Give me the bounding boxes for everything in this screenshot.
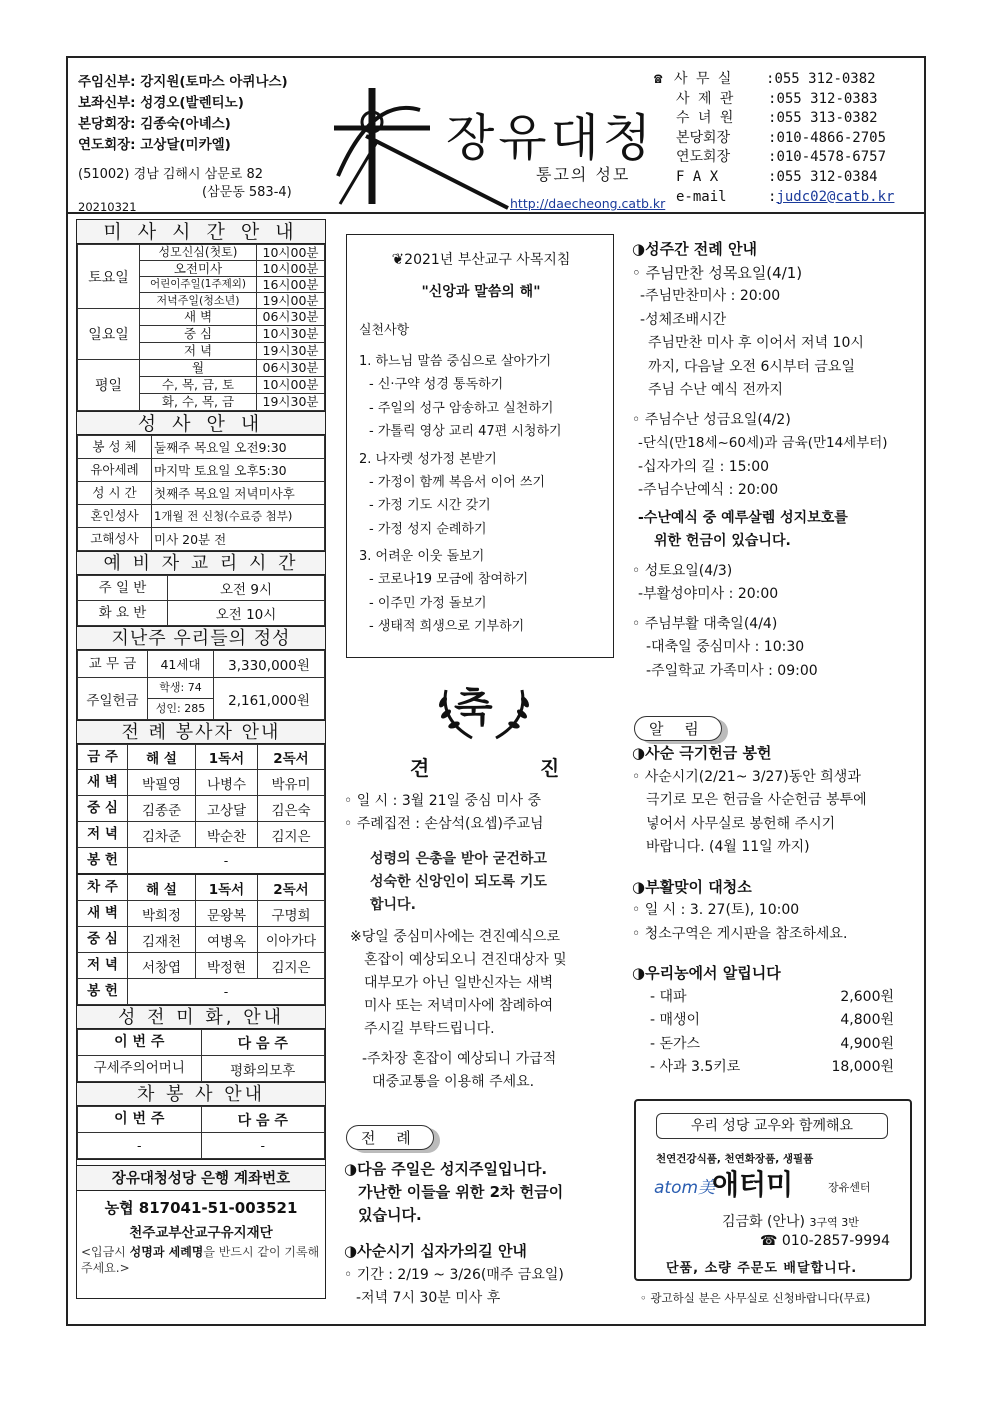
table-row: 저 녁 19시30분: [78, 343, 325, 360]
stations-title: ◑사순시기 십자가의길 안내: [344, 1242, 527, 1260]
mission-item: 3. 어려운 이웃 돌보기: [359, 549, 485, 564]
ad-products: 천연건강식품, 천연화장품, 생필품: [656, 1153, 814, 1165]
diocese-icon: ❦: [391, 250, 405, 268]
staff-list: [78, 72, 288, 156]
parking-notice: -주차장 혼잡이 예상되니 가급적 대중교통을 이용해 주세요.: [362, 1051, 557, 1090]
holyweek-section: ◑성주간 전례 안내 ◦ 주님만찬 성목요일(4/1) -주님만찬미사 : 20:00 -성체조배시간 주님만찬 미사 후 이어서 저녁 10시 까지, 다음날 오전 6시부터 금요일 주님 수난 예식 전까지 ◦ 주님수난 성금요일(4/2) -단식(만18세~60세)과 금육(만14세부터) -십자가의 길 : 15:00 -주님수난예식 : 20:00 -수난예식 중 예루살렘 성지보호를 위한 헌금이 있습니다. ◦ 성토요일(4/3) -부활성야미사 : 20:00 ◦ 주님부활 대축일(4/4) -대축일 중심미사 : 10:30 -주일학교 가족미사 : 09:00: [632, 240, 888, 679]
bank-account: 농협 817041-51-003521: [104, 1199, 298, 1217]
table-row: 봉 성 체 둘째주 목요일 오전9:30: [78, 436, 325, 459]
bank-holder: 천주교부산교구유지재단: [129, 1225, 273, 1241]
confirmation-blessing: 성령의 은총을 받아 굳건하고 성숙한 신앙인이 되도록 기도 합니다.: [370, 851, 547, 913]
list-item: - 대파 2,600원: [650, 988, 894, 1005]
table-row: 교 무 금 41세대 3,330,000원: [78, 651, 325, 678]
bulletin-page: [66, 56, 926, 1326]
ad-brand: 애터미: [712, 1168, 794, 1201]
bulletin-subtitle: 통고의 성모: [536, 165, 631, 184]
ad-banner: 우리 성당 교우와 함께해요: [656, 1113, 888, 1139]
contact-memorial-head: 연도회장 : 010-4578-6757: [676, 149, 887, 166]
contact-fax: F A X : 055 312-0384: [676, 168, 878, 185]
table-row: 새 벽 박필영 나병수 박유미: [78, 770, 325, 796]
table-row: 중 심 김재천 여병옥 이아가다: [78, 927, 325, 953]
advertisement-box: [634, 1099, 912, 1281]
confirmation-title-a: 견: [410, 756, 430, 780]
holyweek-title: ◑성주간 전례 안내: [632, 240, 757, 258]
liturgy-tag: 전 례: [346, 1125, 434, 1150]
table-row: 토요일 성모신심(첫토) 10시00분: [78, 245, 325, 261]
table-row: 이 번 주 다 음 주: [78, 1030, 325, 1056]
offering-title: 지난주 우리들의 정성: [77, 626, 325, 650]
mission-item: 2. 나자렛 성가정 본받기: [359, 451, 497, 467]
contact-office: ☎ 사 무 실 : 055 312-0382: [676, 70, 894, 90]
table-row: 주 일 반 오전 9시: [78, 576, 325, 601]
sacraments-title: 성 사 안 내: [77, 411, 325, 435]
staff-memorial-head: 연도회장: 고상달(미카엘): [78, 137, 231, 153]
sanctuary-table: [77, 1029, 325, 1082]
contact-list: [654, 70, 895, 207]
confirmation-notice: ※당일 중심미사에는 견진예식으로 혼잡이 예상되오니 견진대상자 및 대부모가 아닌 일반신자는 새벽 미사 또는 저녁미사에 참례하여 주시길 부탁드립니다.: [350, 929, 567, 1037]
mission-section: 실천사항: [359, 323, 410, 338]
ad-footnote: ◦ 광고하실 분은 사무실로 신청바랍니다(무료): [640, 1291, 871, 1305]
offering-table: [77, 650, 325, 720]
table-row: 차 주 해 설 1독서 2독서: [78, 874, 325, 901]
sacraments-table: [77, 435, 325, 551]
email-link[interactable]: judc02@catb.kr: [776, 188, 895, 205]
contact-convent: 수 녀 원 : 055 313-0382: [676, 110, 878, 127]
driving-title: 차 봉 사 안내: [77, 1082, 325, 1106]
table-row: 새 벽 박희정 문왕복 구명희: [78, 901, 325, 927]
table-row: 화 요 반 오전 10시: [78, 601, 325, 626]
table-row: 고해성사 미사 20분 전: [78, 528, 325, 551]
ad-slogan: 단품, 소량 주문도 배달합니다.: [666, 1261, 858, 1276]
notices-tag: 알 림: [634, 716, 722, 741]
address: (51002) 경남 김해시 삼문로 82 (삼문동 583-4): [78, 167, 292, 200]
contact-rectory: 사 제 관 : 055 312-0383: [676, 90, 878, 107]
issue-date: 20210321: [78, 200, 137, 214]
table-row: 유아세례 마지막 토요일 오후5:30: [78, 459, 325, 482]
catechumen-title: 예 비 자 교 리 시 간: [77, 551, 325, 575]
table-row: 저 녁 서창엽 박정현 김지은: [78, 953, 325, 979]
table-row: 혼인성사 1개월 전 신청(수료증 첨부): [78, 505, 325, 528]
driving-table: [77, 1106, 325, 1159]
bulletin-title: 장유대청: [446, 109, 656, 167]
header-divider: [68, 212, 924, 214]
notices-section: ◑사순 극기헌금 봉헌 ◦ 사순시기(2/21~ 3/27)동안 희생과 극기로 모은 헌금을 사순헌금 봉투에 넣어서 사무실로 봉헌해 주시기 바랍니다. (4월 11일 까지) ◑부활맞이 대청소 ◦ 일 시 : 3. 27(토), 10:00 ◦ 청소구역은 게시판을 참조하세요. ◑우리농에서 알립니다 - 대파 2,600원 - 매생이 4,800원 - 돈가스 4,900원 - 사과 3.5키로 18,000원: [632, 742, 894, 1080]
mission-title: ❦2021년 부산교구 사목지침: [391, 250, 571, 268]
phone-icon: ☎: [760, 1233, 778, 1249]
list-item: - 사과 3.5키로 18,000원: [650, 1059, 894, 1075]
mass-times-table: [77, 244, 325, 411]
table-row: 이 번 주 다 음 주: [78, 1107, 325, 1133]
staff-pastor: 주임신부: 강지원(토마스 아퀴나스): [78, 74, 288, 90]
mass-times-title: 미 사 시 간 안 내: [77, 220, 325, 244]
table-row: 평일 월 06시30분: [78, 360, 325, 377]
confirmation-details: ◦ 일 시 : 3월 21일 중심 미사 중 ◦ 주례집전 : 손삼석(요셉)주교님: [344, 793, 544, 832]
contact-parish-head: 본당회장 : 010-4866-2705: [676, 129, 887, 146]
mission-item: 1. 하느님 말씀 중심으로 살아가기: [359, 354, 552, 369]
list-item: - 돈가스 4,900원: [650, 1035, 894, 1052]
servers-title: 전 례 봉사자 안내: [77, 720, 325, 744]
bank-note: <입금시 성명과 세례명을 반드시 같이 기록해 주세요.>: [81, 1245, 320, 1275]
mission-motto: "신앙과 말씀의 해": [421, 284, 541, 300]
catechumen-table: [77, 575, 325, 626]
table-row: 오전미사 10시00분: [78, 261, 325, 277]
ad-phone: ☎ 010-2857-9994: [760, 1233, 890, 1249]
staff-parish-head: 본당회장: 김종숙(아녜스): [78, 116, 231, 132]
ad-logo: atom美: [654, 1178, 716, 1198]
contact-email: e-mail : judc02@catb.kr: [676, 188, 894, 208]
list-item: - 매생이 4,800원: [650, 1012, 894, 1028]
ad-center: 장유센터: [828, 1181, 871, 1194]
website-link[interactable]: http://daecheong.catb.kr: [510, 196, 666, 211]
table-row: 성인: 285: [78, 699, 325, 720]
liturgy-notice: ◑다음 주일은 성지주일입니다. 가난한 이들을 위한 2차 헌금이 있습니다.: [344, 1160, 564, 1224]
table-row: 수, 목, 금, 토 10시00분: [78, 377, 325, 394]
bank-title: 장유대청성당 은행 계좌번호: [77, 1165, 325, 1191]
table-row: 봉 헌 -: [78, 848, 325, 875]
table-row: - -: [78, 1133, 325, 1159]
mission-box: ❦2021년 부산교구 사목지침 "신앙과 말씀의 해" 실천사항 1. 하느님 말씀 중심으로 살아가기 - 신·구약 성경 통독하기 - 주일의 성구 암송하고 실천하기 - 가톨릭 영상 교리 47편 시청하기 2. 나자렛 성가정 본받기 - 가정이 함께 복음서 이어 쓰기 - 가정 기도 시간 갖기 - 가정 성지 순례하기 3. 어려운 이웃 돌보기 - 코로나19 모금에 참여하기 - 이주민 가정 돌보기 - 생태적 희생으로 기부하기: [346, 234, 614, 658]
table-row: 성 시 간 첫째주 목요일 저녁미사후: [78, 482, 325, 505]
phone-icon: ☎: [654, 71, 663, 87]
confirmation-title-b: 진: [540, 756, 560, 780]
table-row: 봉 헌 -: [78, 979, 325, 1005]
table-row: 일요일 새 벽 06시30분: [78, 309, 325, 326]
sanctuary-title: 성 전 미 화, 안내: [77, 1005, 325, 1029]
table-row: 중 심 10시30분: [78, 326, 325, 343]
ad-person: 김금화 (안나) 3구역 3반: [722, 1214, 859, 1230]
table-row: 금 주 해 설 1독서 2독서: [78, 745, 325, 770]
staff-assistant: 보좌신부: 성경오(발렌티노): [78, 95, 244, 111]
table-row: 구세주의어머니 평화의모후: [78, 1056, 325, 1082]
left-column: [76, 219, 326, 1299]
table-row: 어린이주일(1주제외) 16시00분: [78, 277, 325, 293]
celebration-emblem: 축: [454, 684, 493, 731]
table-row: 중 심 김종준 고상달 김은숙: [78, 796, 325, 822]
table-row: 저녁주일(청소년) 19시00분: [78, 293, 325, 309]
table-row: 화, 수, 목, 금 19시30분: [78, 394, 325, 411]
table-row: 저 녁 김차준 박순찬 김지은: [78, 822, 325, 848]
table-row: 주일헌금 학생: 74 2,161,000원: [78, 678, 325, 699]
servers-table: [77, 744, 325, 1005]
stations-details: ◦ 기간 : 2/19 ~ 3/26(매주 금요일) -저녁 7시 30분 미사 후: [344, 1267, 564, 1306]
